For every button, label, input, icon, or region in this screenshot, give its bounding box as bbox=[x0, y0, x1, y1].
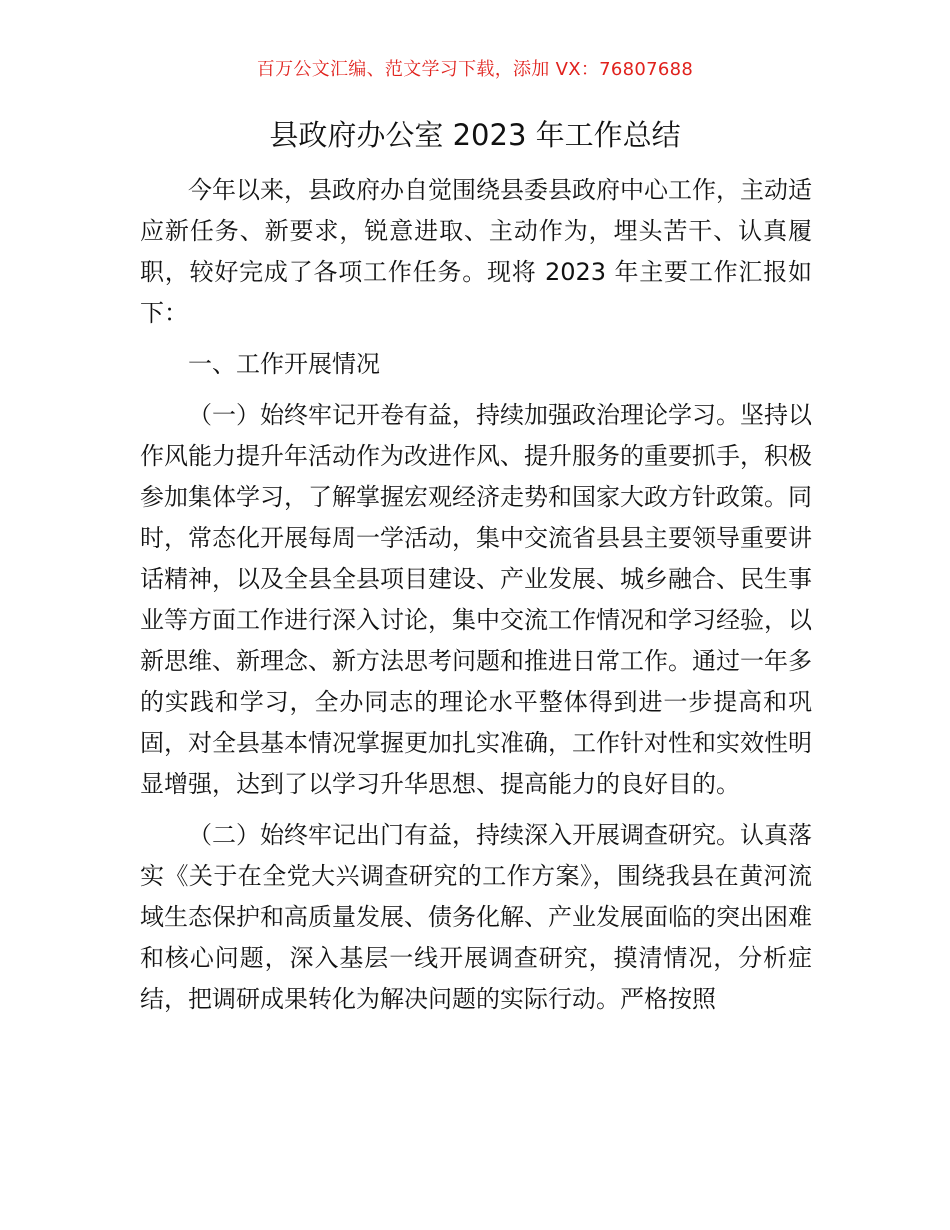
paragraph-gap bbox=[140, 805, 812, 815]
document-title: 县政府办公室 2023 年工作总结 bbox=[269, 118, 681, 152]
document-body bbox=[140, 170, 812, 1020]
intro-paragraph: 今年以来，县政府办自觉围绕县委县政府中心工作，主动适应新任务、新要求，锐意进取、主动作为，埋头苦干、认真履职，较好完成了各项工作任务。现将 2023 年主要工作汇报如下： bbox=[140, 176, 812, 327]
item-paragraph-2: （二）始终牢记出门有益，持续深入开展调查研究。认真落实《关于在全党大兴调查研究的工作方案》，围绕我县在黄河流域生态保护和高质量发展、债务化解、产业发展面临的突出困难和核心问题，深入基层一线开展调查研究，摸清情况，分析症结，把调研成果转化为解决问题的实际行动。严格按照 bbox=[140, 821, 812, 1013]
section-heading-1: 一、工作开展情况 bbox=[188, 350, 380, 378]
header-promo-note: 百万公文汇编、范文学习下载，添加 VX：76807688 bbox=[256, 59, 694, 80]
item-paragraph-1: （一）始终牢记开卷有益，持续加强政治理论学习。坚持以作风能力提升年活动作为改进作风、提升服务的重要抓手，积极参加集体学习，了解掌握宏观经济走势和国家大政方针政策。同时，常态化开展每周一学活动，集中交流省县县主要领导重要讲话精神，以及全县全县项目建设、产业发展、城乡融合、民生事业等方面工作进行深入讨论，集中交流工作情况和学习经验，以新思维、新理念、新方法思考问题和推进日常工作。通过一年多的实践和学习，全办同志的理论水平整体得到进一步提高和巩固，对全县基本情况掌握更加扎实准确，工作针对性和实效性明显增强，达到了以学习升华思想、提高能力的良好目的。 bbox=[140, 401, 812, 798]
